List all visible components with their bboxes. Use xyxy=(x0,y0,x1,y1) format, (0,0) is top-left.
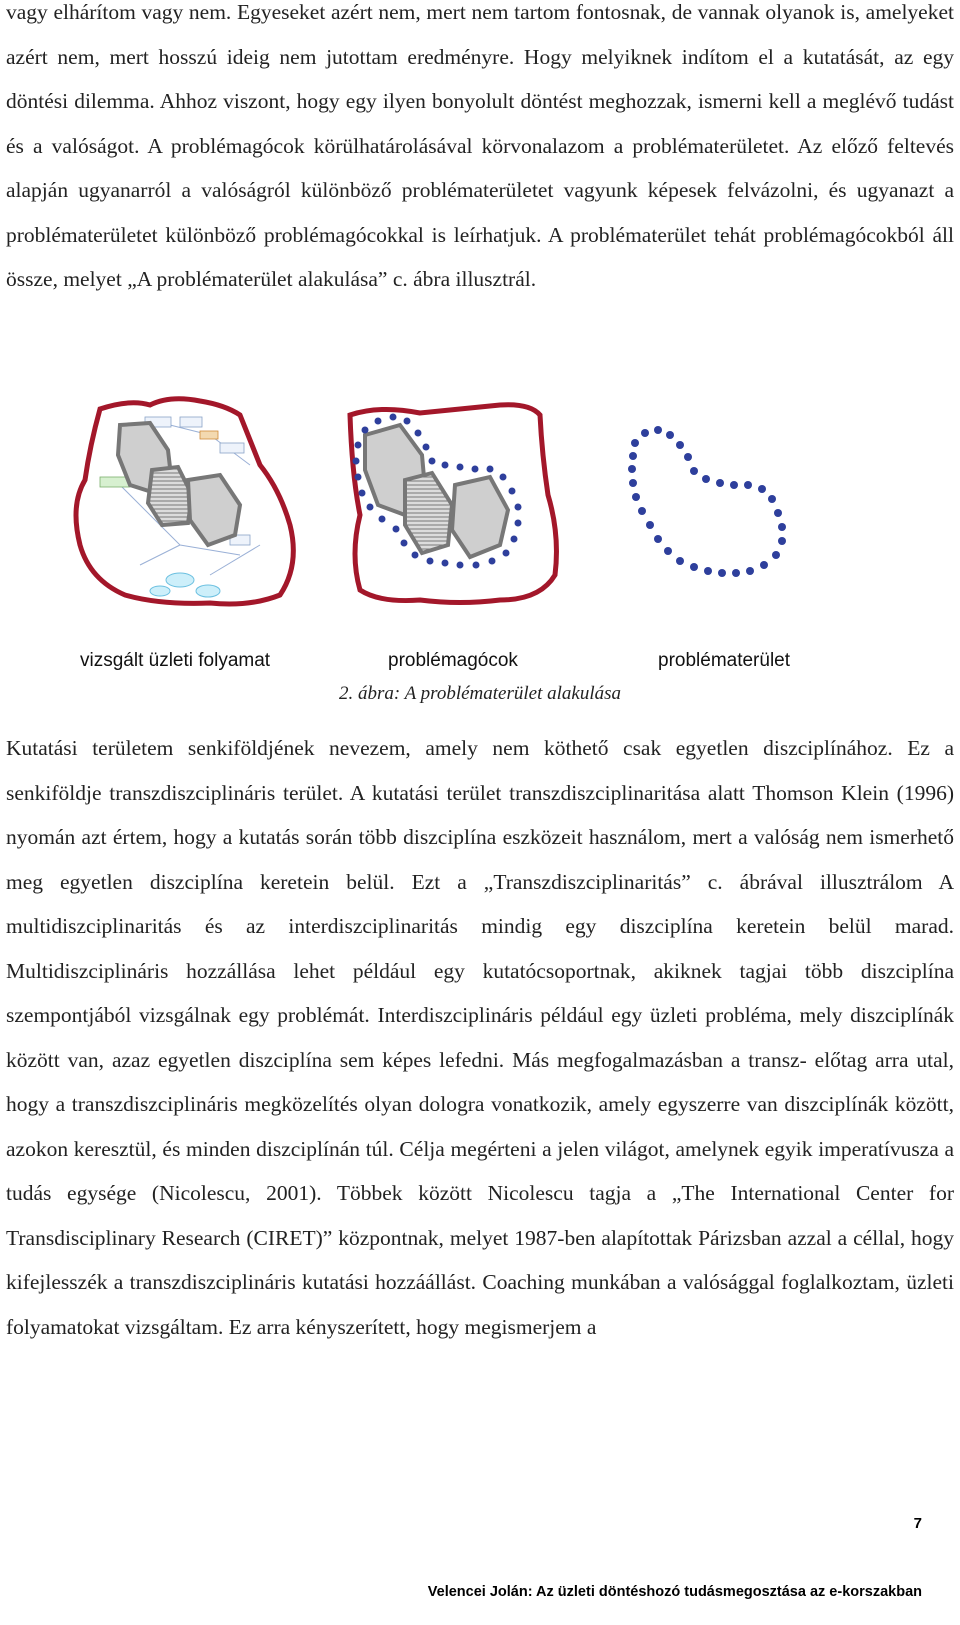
running-footer: Velencei Jolán: Az üzleti döntéshozó tudásmegosztása az e-korszakban xyxy=(427,1584,922,1600)
problem-area-figure xyxy=(60,395,920,635)
figure-label-problem-foci: problémagócok xyxy=(388,650,518,671)
page-number: 7 xyxy=(913,1515,922,1532)
figure-label-problem-area: problématerület xyxy=(658,650,791,671)
body-paragraph: Kutatási területem senkiföldjének nevezem, amely nem köthető csak egyetlen diszciplínához. Ez a senkiföldje transzdiszciplináris terület. A kutatási terület transzdiszciplinaritása alatt Thomson Klein (1996) nyomán azt értem, hogy a kutatás során több diszciplína eszközeit használom, mert a valóság nem ismerhető meg egyetlen diszciplína keretein belül. Ezt a „Transzdiszciplinaritás” c. ábrával illusztrálom A multidiszciplinaritás és az interdiszciplinaritás mindig egy diszciplína keretein belül marad. Multidiszciplináris hozzállása lehet például egy kutatócsoportnak, akiknek tagjai több diszciplína szempontjából vizsgálnak egy problémát. Interdiszciplináris például egy üzleti probléma, mely diszciplínák között van, azaz egyetlen diszciplína sem képes lefedni. Más megfogalmazásban a transz- előtag arra utal, hogy a transzdiszciplináris megközelítés olyan dologra vonatkozik, amely egyszerre van diszciplínák között, azokon keresztül, és minden diszciplínán túl. Célja megérteni a jelen világot, amelynek egyik imperatívusza a tudás egysége (Nicolescu, 2001). Többek között Nicolescu tagja a „The International Center for Transdisciplinary Research (CIRET)” központnak, melyet 1987-ben alapítottak Párizsban azzal a céllal, hogy kifejlesszék a transzdiszciplináris kutatási hozzáállást. Coaching munkában a valósággal foglalkoztam, üzleti folyamatokat vizsgáltam. Ez arra kényszerített, hogy megismerjem a xyxy=(6,736,954,1339)
business-process-panel xyxy=(76,399,293,604)
problem-area-panel xyxy=(628,426,786,577)
problem-foci-panel xyxy=(350,405,556,603)
figure-label-business-process: vizsgált üzleti folyamat xyxy=(80,650,271,671)
body-paragraph: vagy elhárítom vagy nem. Egyeseket azért nem, mert nem tartom fontosnak, de vannak olyanok is, amelyeket azért nem, mert hosszú ideig nem jutottam eredményre. Hogy melyiknek indítom el a kutatását, az egy döntési dilemma. Ahhoz viszont, hogy egy ilyen bonyolult döntést meghozzak, ismerni kell a meglévő tudást és a valóságot. A problémagócok körülhatárolásával körvonalazom a problématerületet. Az előző feltevés alapján ugyanarról a valóságról különböző problématerületet vagyunk képesek felvázolni, és ugyanazt a problématerületet különböző problémagócokkal is leírhatjuk. A problématerület tehát problémagócokból áll össze, melyet „A problématerület alakulása” c. ábra illusztrál. xyxy=(6,0,954,291)
figure-caption: 2. ábra: A problématerület alakulása xyxy=(339,683,621,704)
